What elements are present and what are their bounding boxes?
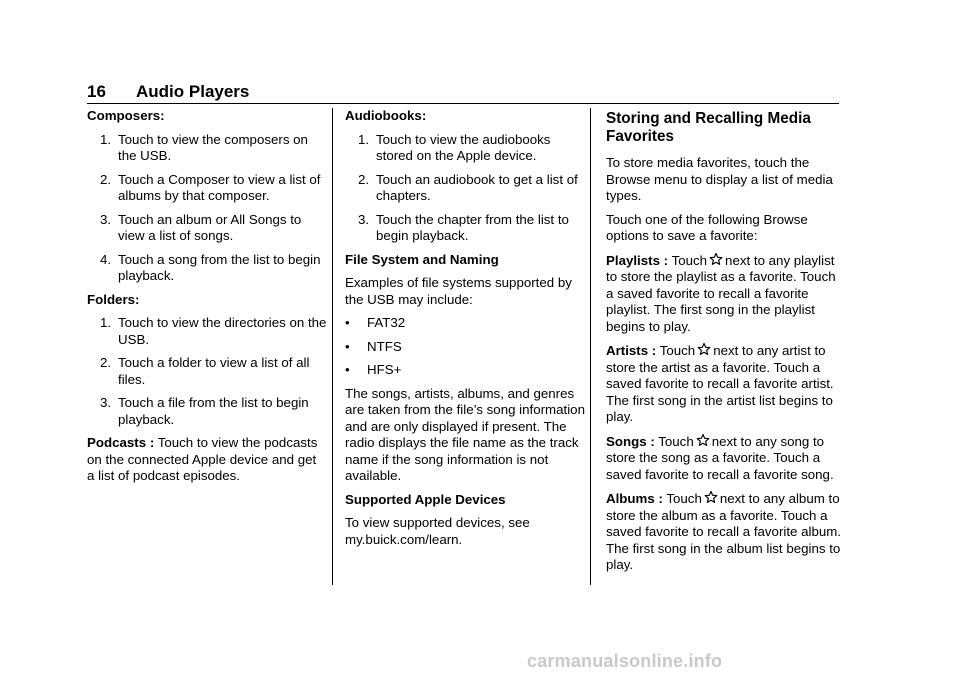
file-system-name: NTFS [367,338,402,354]
songs-text: next to any song to store the song as a favorite. Touch a saved favorite to recall a favorite song. [606,433,834,482]
touch-word: Touch [666,491,702,506]
step-text: Touch to view the audiobooks stored on the Apple device. [376,131,551,163]
artists-label: Artists : [606,343,657,358]
artists-paragraph [606,342,843,426]
step-number: 3. [100,395,112,410]
composers-steps [87,132,327,285]
list-item [345,315,585,332]
column-divider-right [590,108,591,585]
file-system-heading: File System and Naming [345,251,499,267]
list-item [87,315,327,348]
step-number: 1. [100,315,112,330]
section-title: Storing and Recalling Media Favorites [606,110,811,145]
star-outline-icon [696,433,710,447]
star-outline-icon [697,342,711,356]
songs-label: Songs : [606,433,655,449]
list-item [87,212,327,245]
audiobooks-steps [345,132,585,245]
step-number: 2. [358,171,370,187]
step-text: Touch an audiobook to get a list of chapters. [376,171,578,203]
apple-devices-body: To view supported devices, see my.buick.com/learn. [345,515,530,547]
star-outline-icon [704,490,718,504]
list-item [87,132,327,165]
step-text: Touch a song from the list to begin playback. [118,251,321,283]
audiobooks-heading: Audiobooks: [345,108,427,123]
touch-word: Touch [659,343,696,358]
touch-word: Touch [671,252,708,268]
column-divider-left [332,108,333,585]
albums-paragraph [606,490,843,574]
composers-heading: Composers: [87,108,165,123]
step-number: 1. [358,131,370,147]
list-item [87,395,327,428]
bullet: • [345,338,350,354]
podcasts-text: Touch to view the podcasts on the connected Apple device and get a list of podcast episodes. [87,435,318,483]
file-system-intro: Examples of file systems supported by the USB may include: [345,275,572,307]
step-number: 2. [100,355,112,370]
step-text: Touch a file from the list to begin playback. [118,395,309,427]
list-item [87,355,327,388]
page-title: Audio Players [136,82,250,101]
step-text: Touch a Composer to view a list of albums by that composer. [118,171,321,203]
file-system-body: The songs, artists, albums, and genres are taken from the file’s song information and are only displayed if present. The radio displays the file name as the track name if the song information is not available. [345,385,585,483]
list-item [345,212,585,245]
artists-text: next to any artist to store the artist as a favorite. Touch a saved favorite to recall a favorite artist. The first song in the artist list begins to play. [606,343,834,424]
list-item [87,172,327,205]
albums-label: Albums : [606,491,663,506]
star-outline-icon [709,252,723,266]
column-3 [606,108,843,581]
favorites-intro-1: To store media favorites, touch the Browse menu to display a list of media types. [606,155,833,203]
watermark: carmanualsonline.info [527,651,723,671]
page-number: 16 [87,82,106,101]
folders-heading: Folders: [87,291,140,307]
page-header [87,82,839,102]
file-system-list [345,315,585,379]
playlists-text: next to any playlist to store the playlist as a favorite. Touch a saved favorite to recall a favorite playlist. The first song in the playlist begins to play. [606,252,836,334]
list-item [345,132,585,165]
file-system-name: HFS+ [367,362,402,377]
step-number: 3. [100,211,112,227]
list-item [345,362,585,379]
step-text: Touch the chapter from the list to begin playback. [376,211,569,243]
column-1 [87,108,327,492]
podcasts-paragraph [87,435,327,485]
favorites-intro-2: Touch one of the following Browse options to save a favorite: [606,211,808,243]
list-item [345,339,585,356]
step-number: 3. [358,211,370,227]
step-text: Touch a folder to view a list of all files. [118,355,310,387]
list-item [87,252,327,285]
header-rule [87,103,839,104]
step-text: Touch an album or All Songs to view a list of songs. [118,211,302,243]
bullet: • [345,362,350,377]
list-item [345,172,585,205]
step-text: Touch to view the composers on the USB. [118,131,308,163]
albums-text: next to any album to store the album as a favorite. Touch a saved favorite to recall a favorite album. The first song in the album list begins to play. [606,491,842,572]
step-number: 1. [100,131,112,147]
file-system-name: FAT32 [367,315,406,330]
songs-paragraph [606,433,843,484]
folders-steps [87,315,327,428]
podcasts-label: Podcasts : [87,435,155,450]
apple-devices-heading: Supported Apple Devices [345,491,506,507]
touch-word: Touch [658,433,694,449]
step-text: Touch to view the directories on the USB. [118,315,327,347]
step-number: 2. [100,171,112,187]
playlists-label: Playlists : [606,252,669,268]
playlists-paragraph [606,252,843,336]
column-2 [345,108,585,555]
bullet: • [345,315,350,330]
step-number: 4. [100,251,112,267]
